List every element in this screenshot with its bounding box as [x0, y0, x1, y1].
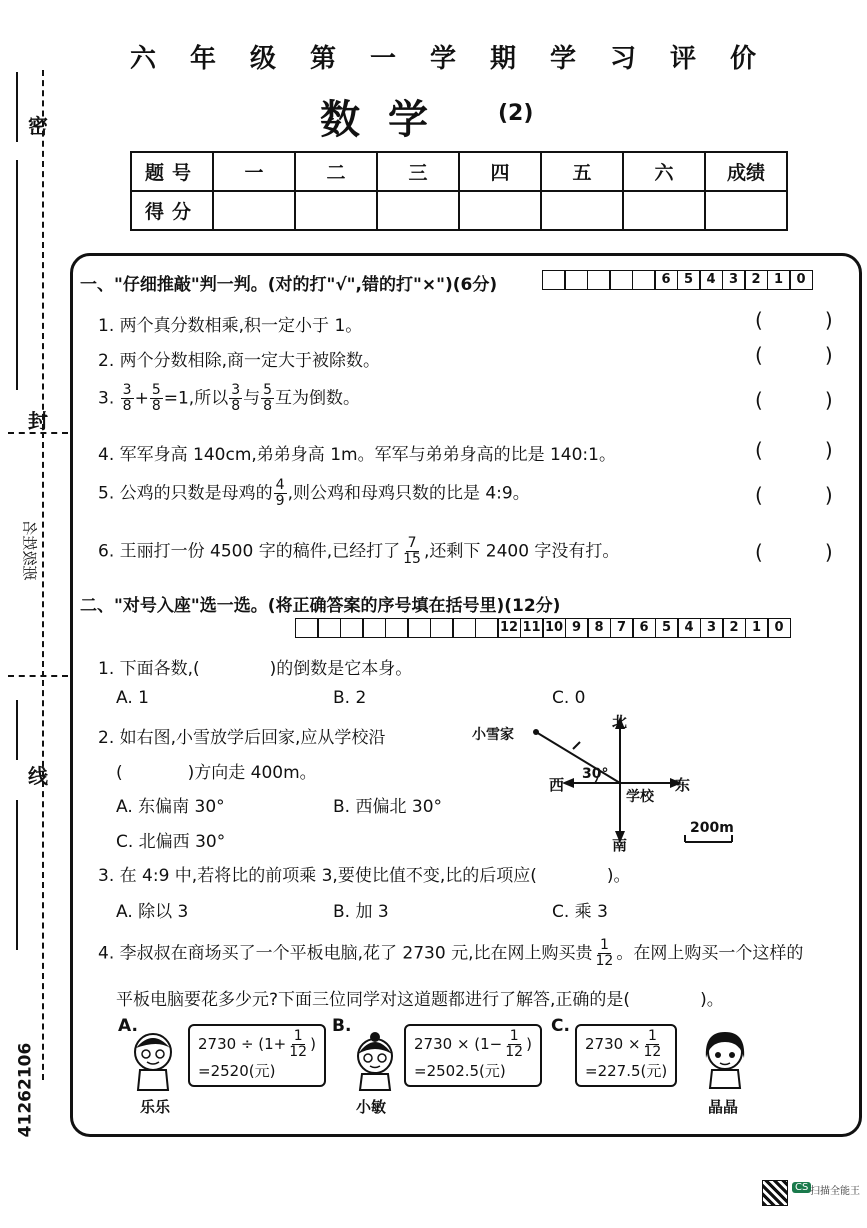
section2-score-box[interactable]	[407, 618, 431, 638]
answer-a-expr: 2730 ÷ (1+ $\frac{1}{12}$ )	[198, 1028, 316, 1060]
answer-c-bubble	[575, 1024, 677, 1087]
section1-score-box[interactable]: 0	[789, 270, 813, 290]
student-xiaomin-icon	[350, 1032, 400, 1092]
margin-dash-h2	[8, 675, 68, 677]
plus-sign: +	[134, 388, 149, 409]
score-table	[130, 151, 788, 231]
s1-item-4-num: 4.	[98, 445, 115, 465]
answer-a-bubble	[188, 1024, 326, 1087]
score-input-5[interactable]	[541, 191, 623, 230]
section1-score-box[interactable]: 4	[699, 270, 723, 290]
score-cell-q1: 一	[213, 152, 295, 191]
section2-score-box[interactable]: 1	[745, 618, 769, 638]
route-tick	[573, 742, 580, 749]
s2-q1-opt-b: B. 2	[333, 688, 367, 708]
section2-score-box[interactable]: 11	[520, 618, 544, 638]
map-east-label: 东	[675, 776, 691, 794]
fraction: $\frac{3}{8}$	[231, 382, 241, 414]
s1-item-3-tail: 互为倒数。	[275, 388, 361, 409]
s1-item-5-pre: 公鸡的只数是母鸡的	[119, 483, 273, 504]
score-cell-label: 题号	[131, 152, 213, 191]
answer-b-expr: 2730 × (1− $\frac{1}{12}$ )	[414, 1028, 532, 1060]
s2-q2-opt-b: B. 西偏北 30°	[333, 797, 443, 817]
s2-q4-line1	[98, 938, 803, 969]
s2-q4-text-d: )。	[700, 990, 724, 1010]
s2-q2-opt-a: A. 东偏南 30°	[116, 797, 225, 817]
s2-q4-text-a: 4. 李叔叔在商场买了一个平板电脑,花了 2730 元,比在网上购买贵	[98, 943, 593, 964]
margin-char-xian: 线	[28, 764, 48, 788]
score-input-4[interactable]	[459, 191, 541, 230]
score-input-6[interactable]	[623, 191, 705, 230]
s1-answer-3[interactable]: ( )	[755, 388, 833, 412]
s2-q4-line2	[116, 985, 724, 1010]
section2-score-box[interactable]: 10	[542, 618, 566, 638]
s2-q1-text-a: 1. 下面各数,(	[98, 659, 200, 679]
section2-title: 二、"对号入座"选一选。(将正确答案的序号填在括号里)(12分)	[80, 596, 561, 616]
s2-q3-text-a: 3. 在 4:9 中,若将比的前项乘 3,要使比值不变,比的后项应(	[98, 866, 537, 886]
section2-score-box[interactable]: 6	[632, 618, 656, 638]
score-cell-q4: 四	[459, 152, 541, 191]
map-north-label: 北	[612, 713, 628, 731]
section2-score-box[interactable]	[362, 618, 386, 638]
answer-c-result: =227.5(元)	[585, 1062, 668, 1080]
section1-score-box[interactable]	[632, 270, 656, 290]
s1-item-2-num: 2.	[98, 351, 115, 371]
s1-item-5-tail: ,则公鸡和母鸡只数的比是 4:9。	[287, 483, 530, 504]
map-home-label: 小雪家	[472, 727, 514, 743]
section1-score-box[interactable]: 6	[654, 270, 678, 290]
s2-q2-line2	[116, 758, 317, 783]
answer-c-letter: C.	[551, 1016, 570, 1036]
paper-number: (2)	[498, 101, 534, 126]
s1-item-3-num: 3.	[98, 388, 115, 409]
home-point	[533, 729, 539, 735]
section2-score-box[interactable]: 3	[700, 618, 724, 638]
s1-item-6-num: 6.	[98, 541, 115, 562]
answer-b-bubble	[404, 1024, 542, 1087]
section2-score-box[interactable]	[430, 618, 454, 638]
s1-item-2	[98, 346, 380, 371]
section2-score-boxes	[296, 618, 791, 638]
s2-q3-opt-b: B. 加 3	[333, 902, 389, 922]
s2-q2-paren-open: (	[116, 763, 123, 783]
section2-score-box[interactable]: 4	[677, 618, 701, 638]
s1-item-1	[98, 311, 362, 336]
score-cell-q2: 二	[295, 152, 377, 191]
score-row-label: 得分	[131, 191, 213, 230]
section1-score-box[interactable]	[542, 270, 566, 290]
fraction: $\frac{1}{12}$	[595, 937, 614, 969]
score-input-2[interactable]	[295, 191, 377, 230]
section2-score-box[interactable]	[317, 618, 341, 638]
margin-dash-bottom	[42, 680, 44, 1080]
answer-b-result: =2502.5(元)	[414, 1062, 506, 1080]
section2-score-box[interactable]: 12	[497, 618, 521, 638]
map-school-label: 学校	[626, 789, 654, 805]
section1-score-box[interactable]	[587, 270, 611, 290]
s1-answer-2[interactable]: ( )	[755, 343, 833, 367]
section1-title: 一、"仔细推敲"判一判。(对的打"√",错的打"×")(6分)	[80, 275, 498, 295]
section1-score-boxes	[543, 270, 813, 290]
s2-q1-text-b: )的倒数是它本身。	[269, 659, 413, 679]
s1-item-5-num: 5.	[98, 483, 115, 504]
student-lele-icon	[128, 1030, 178, 1092]
answer-b-letter: B.	[332, 1016, 352, 1036]
answer-c-expr: 2730 × $\frac{1}{12}$	[585, 1028, 662, 1060]
s1-item-3-mid: =1,所以	[163, 388, 229, 409]
section2-score-box[interactable]	[340, 618, 364, 638]
s2-q4-text-b: 。在网上购买一个这样的	[616, 943, 804, 964]
exam-title: 六年级第一学期学习评价	[130, 44, 791, 74]
s1-item-1-num: 1.	[98, 316, 115, 336]
s2-q1-opt-c: C. 0	[552, 688, 586, 708]
score-input-3[interactable]	[377, 191, 459, 230]
s2-q3-opt-c: C. 乘 3	[552, 902, 608, 922]
score-cell-q6: 六	[623, 152, 705, 191]
s1-answer-6[interactable]: ( )	[755, 540, 833, 564]
score-input-total[interactable]	[705, 191, 787, 230]
s1-item-6	[98, 536, 619, 567]
score-cell-total: 成绩	[705, 152, 787, 191]
section2-score-box[interactable]: 5	[655, 618, 679, 638]
margin-code: 41262106	[15, 1042, 36, 1138]
section2-score-box[interactable]	[475, 618, 499, 638]
score-cell-q5: 五	[541, 152, 623, 191]
student-jingjing-icon	[700, 1028, 750, 1090]
answer-a-result: =2520(元)	[198, 1062, 276, 1080]
answer-c-name: 晶晶	[708, 1098, 739, 1116]
s1-item-6-pre: 王丽打一份 4500 字的稿件,已经打了	[119, 541, 401, 562]
fraction: $\frac{5}{8}$	[263, 382, 273, 414]
margin-bar-top	[16, 72, 18, 142]
map-scale-label: 200m	[690, 820, 734, 836]
s2-q2-opt-c: C. 北偏西 30°	[116, 832, 226, 852]
s2-q3-text-b: )。	[606, 866, 631, 886]
section1-score-box[interactable]	[564, 270, 588, 290]
margin-char-feng: 封	[28, 409, 48, 433]
margin-rotated-text: 班级姓名	[20, 520, 39, 581]
score-input-1[interactable]	[213, 191, 295, 230]
fraction: $\frac{4}{9}$	[275, 477, 285, 509]
score-cell-q3: 三	[377, 152, 459, 191]
scanner-badge: CS	[792, 1182, 811, 1193]
section1-score-box[interactable]: 5	[677, 270, 701, 290]
margin-char-mi: 密	[28, 114, 48, 138]
section1-score-box[interactable]: 1	[767, 270, 791, 290]
s2-q3-opt-a: A. 除以 3	[116, 902, 189, 922]
margin-dash-mid	[42, 432, 44, 677]
map-west-label: 西	[549, 776, 565, 794]
subject-title: 数学	[320, 97, 456, 143]
s1-item-5	[98, 478, 530, 509]
margin-bar-4	[16, 800, 18, 950]
s1-item-4-text: 军军身高 140cm,弟弟身高 1m。军军与弟弟身高的比是 140:1。	[119, 445, 616, 465]
section2-score-box[interactable]	[452, 618, 476, 638]
score-table-header-row	[131, 152, 787, 191]
s2-q4-text-c: 平板电脑要花多少元?下面三位同学对这道题都进行了解答,正确的是(	[116, 990, 631, 1010]
fraction: $\frac{3}{8}$	[122, 382, 132, 414]
qr-code-icon	[762, 1180, 788, 1206]
section1-score-box[interactable]	[609, 270, 633, 290]
s1-item-4	[98, 440, 616, 465]
answer-a-name: 乐乐	[140, 1098, 171, 1116]
s1-answer-4[interactable]: ( )	[755, 438, 833, 462]
section2-score-box[interactable]: 7	[610, 618, 634, 638]
fraction: $\frac{7}{15}$	[403, 535, 421, 567]
fraction: $\frac{5}{8}$	[151, 382, 161, 414]
scanner-brand: 扫描全能王	[810, 1186, 860, 1197]
answer-a-letter: A.	[118, 1016, 138, 1036]
map-angle-label: 30°	[582, 766, 609, 782]
map-south-label: 南	[612, 836, 628, 854]
section2-score-box[interactable]	[385, 618, 409, 638]
s1-item-1-text: 两个真分数相乘,积一定小于 1。	[119, 316, 363, 336]
s1-item-3-mid2: 与	[243, 388, 261, 409]
section2-score-box[interactable]	[295, 618, 319, 638]
section1-score-box[interactable]: 2	[744, 270, 768, 290]
s1-item-3	[98, 383, 360, 414]
section2-score-box[interactable]: 0	[767, 618, 791, 638]
section2-score-box[interactable]: 2	[722, 618, 746, 638]
s1-answer-1[interactable]: ( )	[755, 308, 833, 332]
margin-dash-h1	[8, 432, 68, 434]
s1-item-6-tail: ,还剩下 2400 字没有打。	[423, 541, 620, 562]
s2-q3	[98, 861, 631, 886]
score-table-score-row	[131, 191, 787, 230]
section2-score-box[interactable]: 8	[587, 618, 611, 638]
s2-q1-opt-a: A. 1	[116, 688, 149, 708]
s2-q2-text-b: )方向走 400m。	[187, 763, 317, 783]
margin-bar-2	[16, 160, 18, 390]
answer-b-name: 小敏	[356, 1098, 387, 1116]
s1-item-2-text: 两个分数相除,商一定大于被除数。	[119, 351, 381, 371]
margin-bar-3	[16, 700, 18, 760]
section2-score-box[interactable]: 9	[565, 618, 589, 638]
section1-score-box[interactable]: 3	[722, 270, 746, 290]
s2-q1	[98, 654, 412, 679]
s2-q2-line1: 2. 如右图,小雪放学后回家,应从学校沿	[98, 728, 386, 748]
s1-answer-5[interactable]: ( )	[755, 483, 833, 507]
